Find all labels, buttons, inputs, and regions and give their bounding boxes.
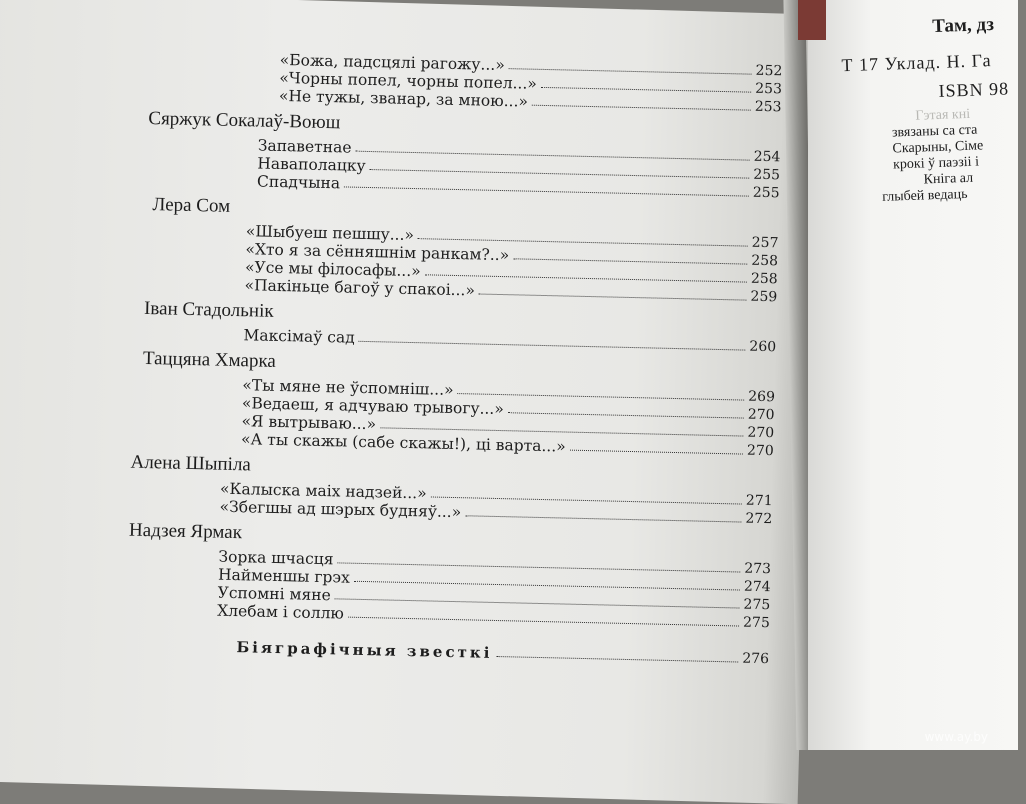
toc-entry-title: «Ты мяне не ўспомніш...»: [242, 376, 454, 399]
toc-entry-title: Біяграфічныя звесткі: [236, 638, 493, 662]
toc-leader-dots: [513, 257, 747, 264]
toc-entry-title: Спадчына: [256, 172, 341, 193]
toc-author: Таццяна Хмарка: [142, 347, 277, 372]
toc-author: Алена Шыпіла: [130, 451, 252, 476]
toc-page-number: 269: [748, 388, 776, 406]
toc-page-number: 259: [750, 288, 778, 306]
toc-entry-title: «Калыска маіх надзей...»: [219, 479, 427, 503]
table-of-contents: [128, 48, 790, 668]
toc-page-number: 252: [755, 62, 783, 80]
toc-author: Надзея Ярмак: [128, 519, 243, 544]
right-page-heading: Там, дз: [931, 13, 995, 38]
toc-leader-dots: [532, 104, 751, 111]
toc-entry-title: Наваполацку: [257, 154, 366, 175]
toc-page-number: 276: [742, 650, 770, 668]
toc-entry-title: Найменшы грэх: [217, 565, 351, 587]
toc-entry-title: «А ты скажы (сабе скажы!), ці варта...»: [240, 430, 566, 456]
right-page-body-line: звязаны са ста: [891, 122, 978, 141]
toc-page-number: 258: [751, 252, 779, 270]
toc-page-number: 270: [747, 406, 775, 424]
toc-page-number: 274: [743, 578, 771, 596]
toc-page-number: 255: [752, 184, 780, 202]
right-page-isbn: ISBN 98: [938, 78, 1010, 101]
right-page-text: [820, 13, 1026, 208]
right-page-body-line: Кніга ал: [923, 170, 974, 188]
right-page-body-line: Гэтая кні: [915, 106, 971, 124]
toc-page-number: 253: [754, 98, 782, 116]
toc-entry-title: Запаветнае: [257, 136, 352, 157]
toc-entry-title: «Чорны попел, чорны попел...»: [279, 68, 538, 93]
toc-entry-title: «Хто я за сённяшнім ранкам?..»: [245, 240, 510, 265]
watermark: www.ay.by: [924, 730, 988, 744]
toc-leader-dots: [479, 293, 747, 301]
toc-page-number: 255: [753, 166, 781, 184]
toc-entry-title: «Я вытрываю...»: [241, 412, 377, 434]
toc-page-number: 271: [745, 492, 773, 510]
right-page-catalog-line: Т 17 Уклад. Н. Га: [841, 50, 992, 76]
toc-page-number: 270: [747, 424, 775, 442]
toc-entry-title: «Усе мы філосафы...»: [244, 258, 421, 281]
toc-leader-dots: [508, 411, 744, 418]
toc-entry-title: «Шыбуеш пешшу...»: [245, 222, 415, 245]
right-page-body: [823, 105, 1026, 208]
toc-page-number: 270: [746, 442, 774, 460]
right-page-body-line: глыбей ведаць: [881, 186, 968, 205]
toc-leader-dots: [496, 655, 738, 662]
toc-leader-dots: [465, 514, 741, 522]
toc-entry-title: Хлебам і соллю: [217, 601, 345, 623]
right-page-body-line: Скарыны, Сіме: [892, 138, 984, 157]
toc-page-number: 254: [753, 148, 781, 166]
toc-leader-dots: [348, 616, 739, 627]
toc-entry-title: «Ведаеш, я адчуваю трывогу...»: [241, 394, 505, 419]
toc-entry-title: Зорка шчасця: [218, 547, 334, 569]
toc-leader-dots: [344, 185, 749, 196]
toc-page-number: 272: [745, 510, 773, 528]
toc-leader-dots: [359, 340, 746, 351]
toc-page-number: 275: [742, 614, 771, 632]
toc-author: Сяржук Сокалаў-Воюш: [148, 107, 341, 134]
toc-entry-title: «Пакіньце багоў у спакоі...»: [244, 276, 476, 300]
toc-entry-title: «Божа, падсцялі рагожу...»: [279, 50, 506, 75]
toc-entry-title: «Збегшы ад шэрых будняў...»: [219, 497, 462, 522]
toc-entry-title: Максімаў сад: [243, 326, 355, 347]
toc-page-number: 253: [755, 80, 783, 98]
toc-leader-dots: [541, 86, 751, 93]
right-page-body-line: крокі ў паэзіі і: [892, 154, 980, 173]
toc-leader-dots: [509, 67, 752, 75]
toc-author: Іван Стадольнік: [143, 297, 274, 322]
toc-entry-title: «Не тужы, званар, за мною...»: [278, 86, 529, 111]
toc-page-number: 275: [743, 596, 771, 614]
toc-author: Лера Сом: [152, 194, 231, 217]
toc-leader-dots: [570, 449, 743, 455]
toc-page-number: 258: [750, 270, 778, 288]
toc-page-number: 260: [749, 338, 777, 356]
toc-entry-title: Успомні мяне: [217, 583, 331, 605]
toc-page-number: 273: [744, 560, 772, 578]
toc-page-number: 257: [751, 234, 779, 252]
